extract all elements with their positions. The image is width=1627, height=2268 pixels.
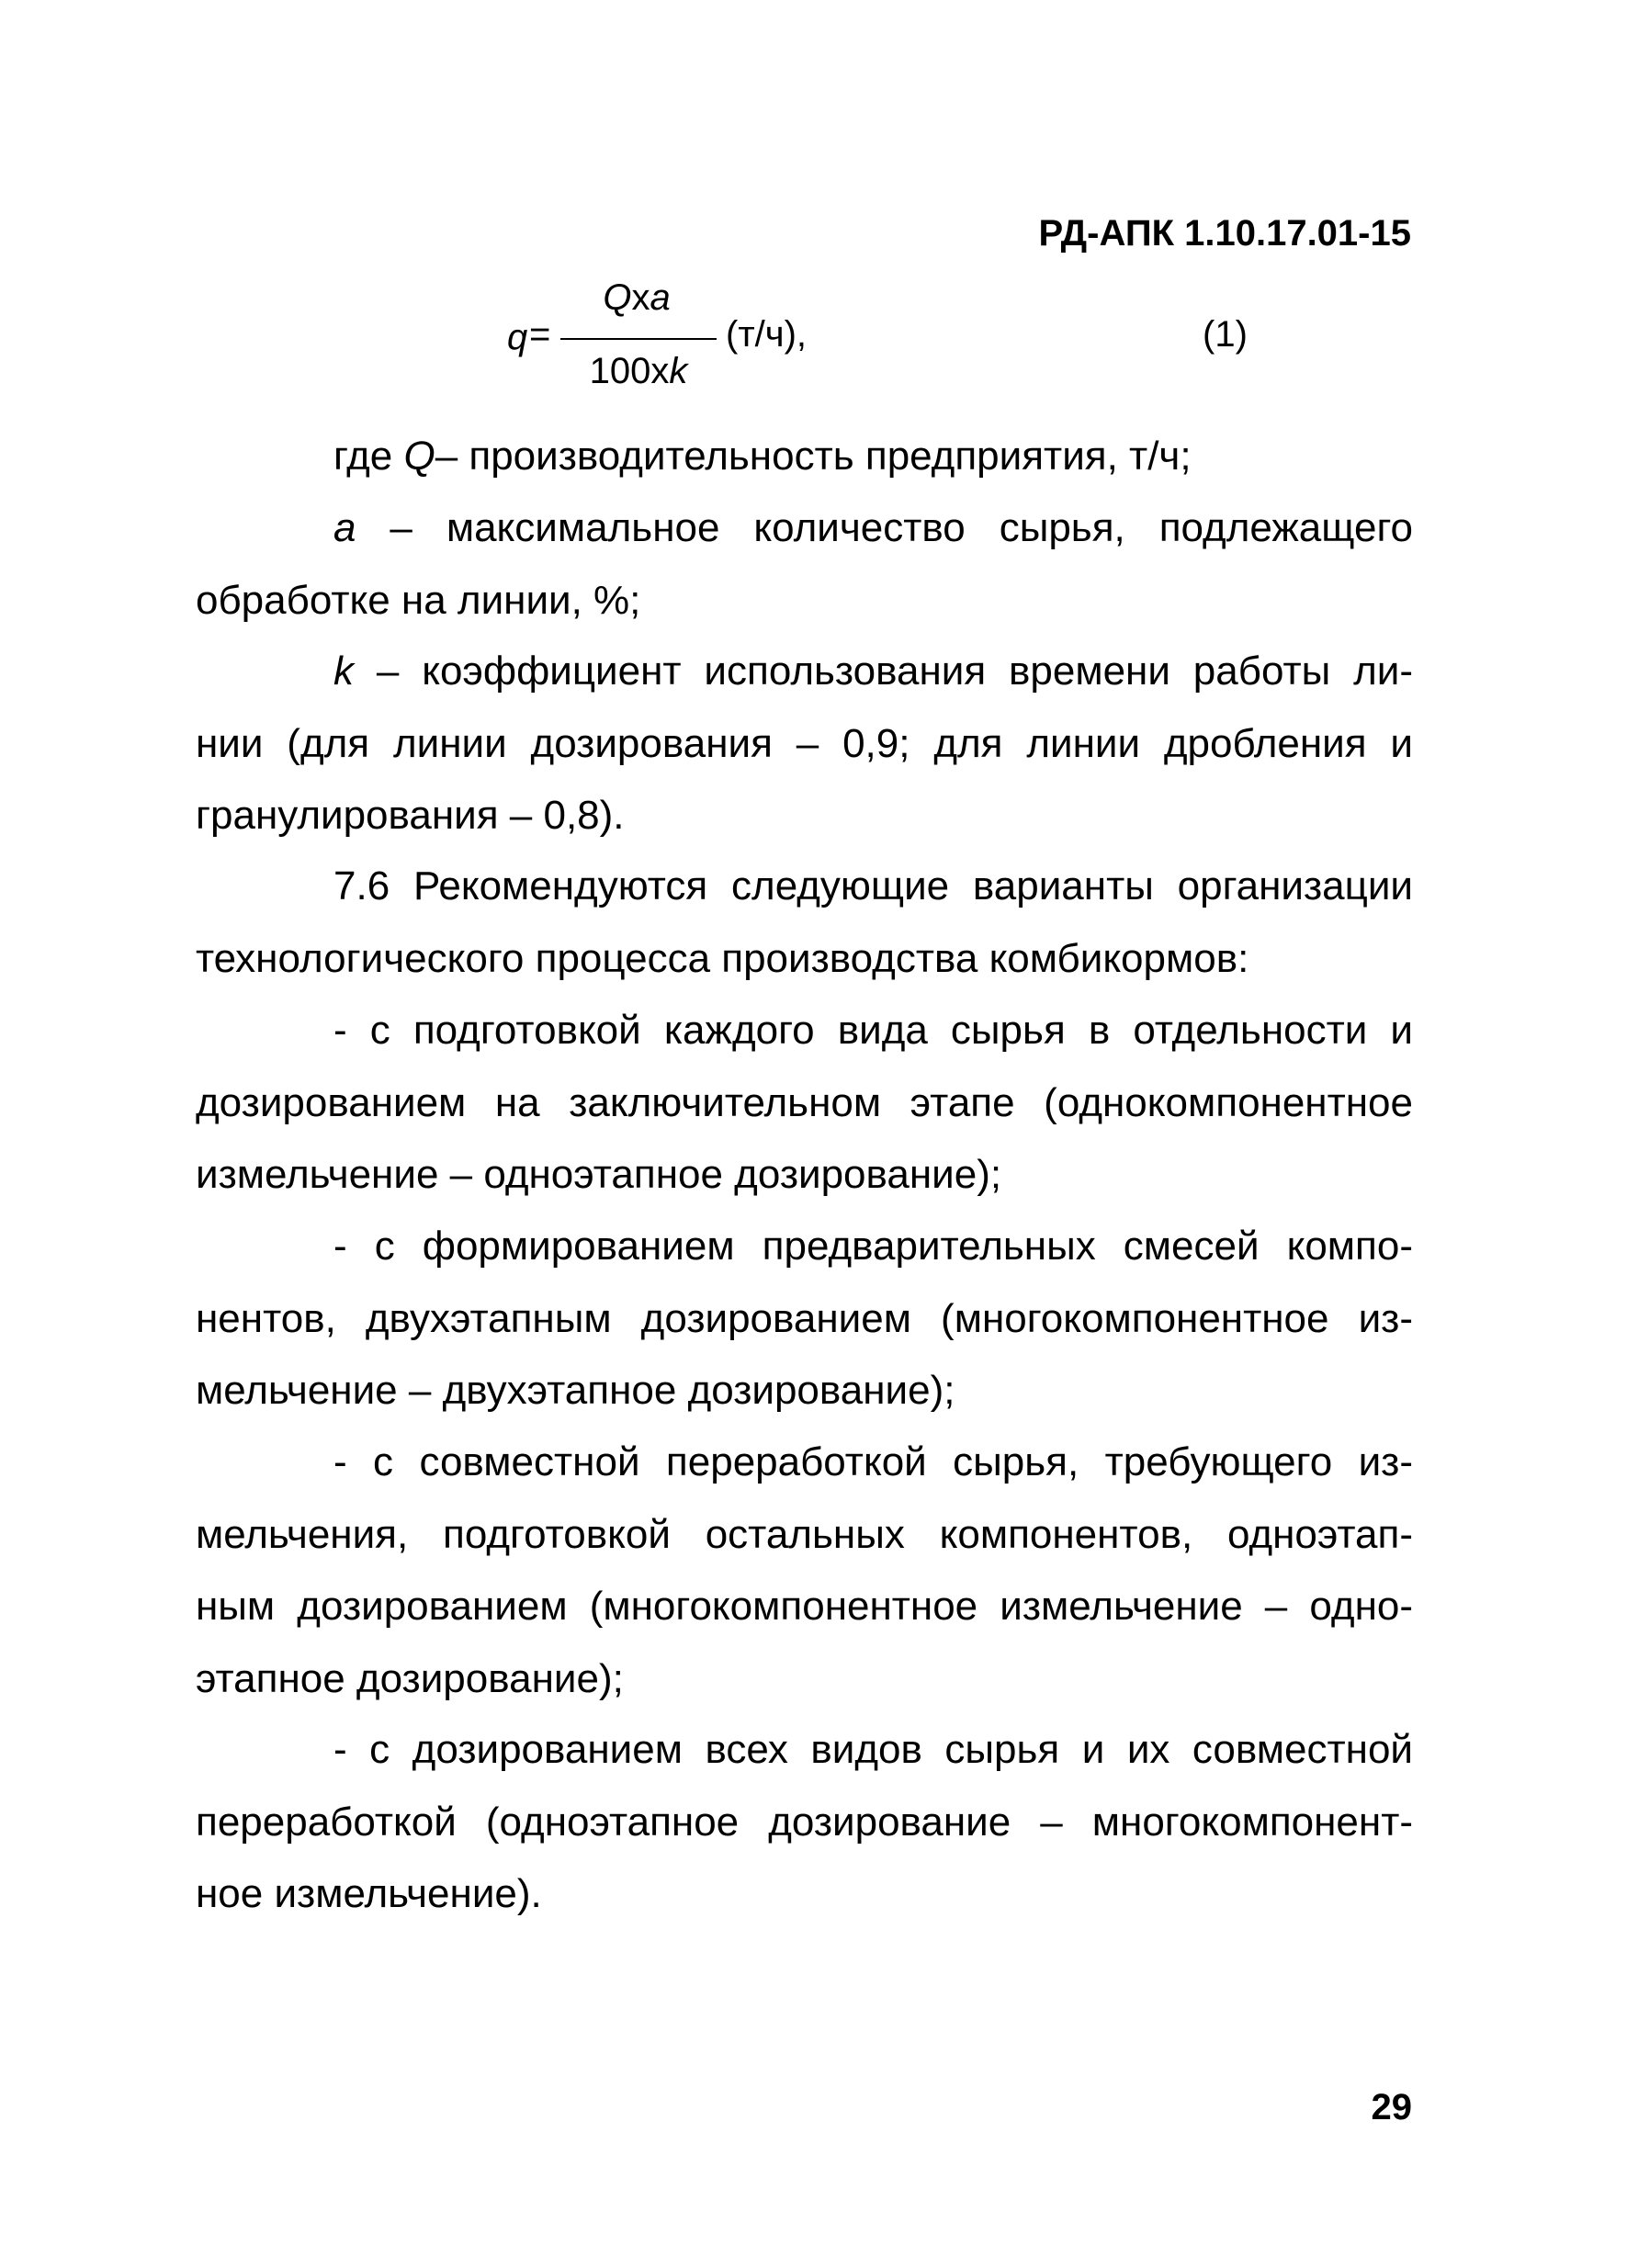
option-3-line-2: мельчения, подготовкой остальных компонентов, одноэтап-: [196, 1511, 1413, 1557]
formula-equals: =: [529, 314, 551, 355]
numerator-times: x: [631, 277, 650, 318]
option-2-line-3: мельчение – двухэтапное дозирование);: [196, 1368, 955, 1413]
where-q-line: [196, 421, 1413, 493]
formula-unit: (т/ч),: [726, 314, 808, 355]
a-def-line1-text: – максимальное количество сырья, подлежащего: [356, 505, 1413, 550]
formula-number: (1): [1203, 314, 1248, 355]
where-q-text: – производительность предприятия, т/ч;: [435, 434, 1192, 479]
a-definition-paragraph: [196, 492, 1413, 637]
k-def-line-3: гранулирования – 0,8).: [196, 793, 625, 838]
formula-lhs: q: [507, 317, 528, 357]
option-4-line-1: - с дозированием всех видов сырья и их совместной: [333, 1727, 1413, 1772]
k-def-line-2: нии (для линии дозирования – 0,9; для линии дробления и: [196, 720, 1413, 766]
formula-numerator: [577, 277, 696, 319]
option-1-paragraph: [196, 995, 1413, 1212]
k-def-line-1: [196, 636, 1413, 708]
numerator-q: Q: [603, 277, 632, 318]
option-3-line-3: ным дозированием (многокомпонентное измельчение – одно-: [196, 1584, 1413, 1629]
section-7-6-paragraph: [196, 851, 1413, 995]
option-4-line-3: ное измельчение).: [196, 1871, 542, 1916]
numerator-a: a: [650, 277, 671, 318]
option-3-line-1: - с совместной переработкой сырья, требующего из-: [333, 1439, 1413, 1484]
k-definition-paragraph: [196, 636, 1413, 852]
option-2-paragraph: [196, 1211, 1413, 1427]
option-3-paragraph: [196, 1427, 1413, 1715]
option-4-paragraph: [196, 1714, 1413, 1931]
option-1-line-1: - с подготовкой каждого вида сырья в отдельности и: [333, 1008, 1413, 1053]
where-q-paragraph: [196, 421, 1413, 493]
option-4-line-2: переработкой (одноэтапное дозирование – многокомпонент-: [196, 1799, 1413, 1845]
denominator-k: k: [669, 351, 688, 391]
option-2-line-2: нентов, двухэтапным дозированием (многокомпонентное из-: [196, 1295, 1413, 1341]
a-def-line-1: [196, 492, 1413, 565]
option-2-line-1: - с формированием предварительных смесей компо-: [333, 1224, 1413, 1269]
option-1-line-2: дозированием на заключительном этапе (однокомпонентное: [196, 1079, 1413, 1125]
page-number: 29: [1371, 2087, 1412, 2127]
fraction-line: [560, 338, 717, 340]
denominator-times: x: [650, 351, 670, 391]
option-3-line-4: этапное дозирование);: [196, 1655, 624, 1701]
option-1-line-3: измельчение – одноэтапное дозирование);: [196, 1152, 1002, 1197]
formula-block: [507, 277, 1248, 406]
denominator-100: 100: [589, 351, 651, 391]
a-def-line-2: обработке на линии, %;: [196, 577, 641, 623]
var-a: a: [333, 505, 356, 550]
var-q: Q: [403, 434, 435, 479]
section-7-6-line-1: 7.6 Рекомендуются следующие варианты организации: [333, 863, 1413, 908]
document-code-header: РД-АПК 1.10.17.01-15: [1038, 213, 1411, 254]
var-k: k: [333, 649, 354, 694]
section-7-6-line-2: технологического процесса производства комбикормов:: [196, 935, 1249, 981]
formula-denominator: [560, 351, 717, 392]
k-def-line1-text: – коэффициент использования времени работы ли-: [354, 649, 1413, 694]
where-prefix: где: [333, 434, 404, 479]
